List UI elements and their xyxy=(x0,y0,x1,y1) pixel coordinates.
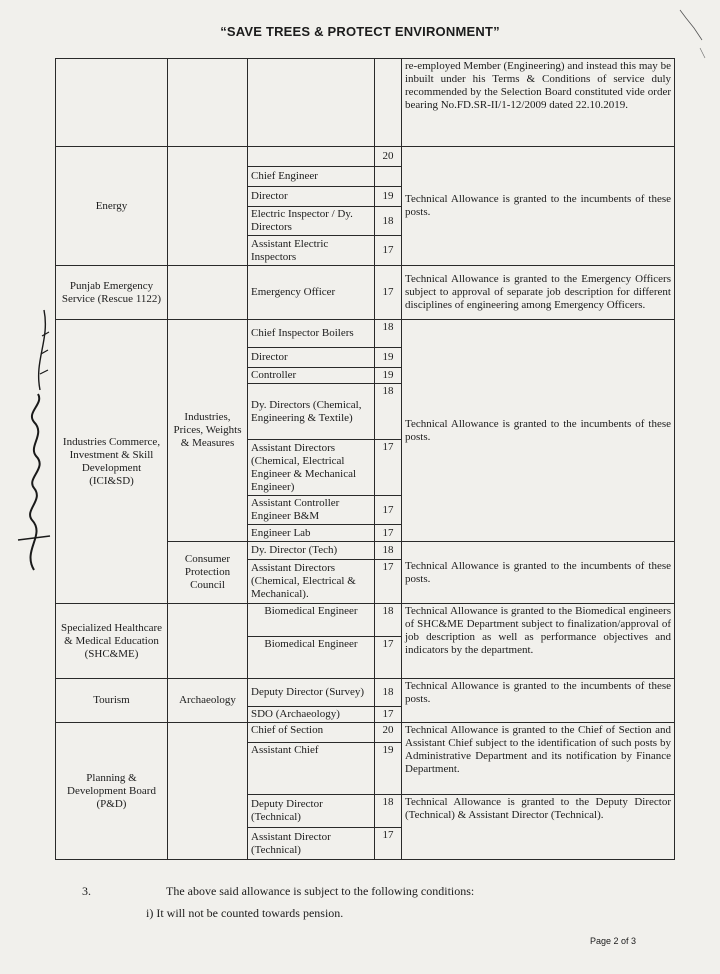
bps-cell: 17 xyxy=(375,496,402,525)
bps-cell: 18 xyxy=(375,207,402,236)
bps-cell: 19 xyxy=(375,348,402,368)
remark-cell: re-employed Member (Engineering) and instead this may be inbuilt under his Terms & Conditions of service duly recommended by the Selection Board constituted vide order bearing No.FD.SR-II/1-12/2009 dated 22.10.2019. xyxy=(402,59,675,147)
bps-cell: 20 xyxy=(375,723,402,743)
remark-cell: Technical Allowance is granted to the incumbents of these posts. xyxy=(402,320,675,542)
remark-cell: Technical Allowance is granted to the incumbents of these posts. xyxy=(402,542,675,604)
bps-cell: 17 xyxy=(375,525,402,542)
remark-cell: Technical Allowance is granted to the Deputy Director (Technical) & Assistant Director (Technical). xyxy=(402,795,675,860)
remark-cell: Technical Allowance is granted to the incumbents of these posts. xyxy=(402,147,675,266)
bps-cell: 17 xyxy=(375,440,402,496)
post-cell: Emergency Officer xyxy=(248,266,375,320)
bps-cell: 18 xyxy=(375,604,402,637)
post-cell: Chief of Section xyxy=(248,723,375,743)
post-cell: Assistant Chief xyxy=(248,743,375,795)
post-cell: Chief Engineer xyxy=(248,167,375,187)
bps-cell: 19 xyxy=(375,187,402,207)
post-cell: Assistant Electric Inspectors xyxy=(248,236,375,266)
dept-tourism: Tourism xyxy=(56,679,168,723)
bps-cell: 19 xyxy=(375,743,402,795)
post-cell: Biomedical Engineer xyxy=(248,604,375,637)
corner-pen-mark xyxy=(672,8,712,68)
bps-cell: 17 xyxy=(375,560,402,604)
condition-intro: The above said allowance is subject to the following conditions: xyxy=(166,884,475,898)
table-row xyxy=(56,320,675,348)
dept-energy: Energy xyxy=(56,147,168,266)
post-cell: Assistant Controller Engineer B&M xyxy=(248,496,375,525)
post-cell: Deputy Director (Technical) xyxy=(248,795,375,828)
bps-cell: 17 xyxy=(375,707,402,723)
post-cell: Biomedical Engineer xyxy=(248,637,375,679)
table-row xyxy=(56,59,675,147)
bps-cell: 18 xyxy=(375,795,402,828)
subdept-archaeology: Archaeology xyxy=(168,679,248,723)
page-slogan: “SAVE TREES & PROTECT ENVIRONMENT” xyxy=(220,24,500,39)
allowance-table xyxy=(55,58,675,860)
remark-cell: Technical Allowance is granted to the Biomedical engineers of SHC&ME Department subject to finalization/approval of job description as well as performance objectives and indicators by the department. xyxy=(402,604,675,679)
dept-shcme: Specialized Healthcare & Medical Education (SHC&ME) xyxy=(56,604,168,679)
condition-item: i) It will not be counted towards pension. xyxy=(146,906,344,920)
table-row xyxy=(56,147,675,167)
condition-number: 3. xyxy=(82,884,91,898)
post-cell: Director xyxy=(248,187,375,207)
post-cell: Engineer Lab xyxy=(248,525,375,542)
page-number: Page 2 of 3 xyxy=(590,936,637,946)
post-cell: Assistant Directors (Chemical, Electrical Engineer & Mechanical Engineer) xyxy=(248,440,375,496)
bps-cell: 20 xyxy=(375,147,402,167)
handwritten-signature xyxy=(4,300,64,580)
post-cell: Director xyxy=(248,348,375,368)
subdept-consumer-protection: Consumer Protection Council xyxy=(168,542,248,604)
post-cell: Electric Inspector / Dy. Directors xyxy=(248,207,375,236)
table-row xyxy=(56,679,675,707)
remark-cell: Technical Allowance is granted to the Chief of Section and Assistant Chief subject to the identification of such posts by Administrative Department and its notification by Finance Department. xyxy=(402,723,675,795)
bps-cell: 17 xyxy=(375,828,402,860)
table-row xyxy=(56,266,675,320)
remark-cell: Technical Allowance is granted to the Emergency Officers subject to approval of separate job description for different disciplines of engineering among Emergency Officers. xyxy=(402,266,675,320)
table-row xyxy=(56,604,675,637)
dept-icisd: Industries Commerce, Investment & Skill Development (ICI&SD) xyxy=(56,320,168,604)
subdept-industries: Industries, Prices, Weights & Measures xyxy=(168,320,248,542)
bps-cell: 17 xyxy=(375,266,402,320)
bps-cell: 17 xyxy=(375,637,402,679)
table-row xyxy=(56,723,675,743)
post-cell: Dy. Directors (Chemical, Engineering & Textile) xyxy=(248,384,375,440)
post-cell: Dy. Director (Tech) xyxy=(248,542,375,560)
condition-heading xyxy=(82,884,474,899)
post-cell: SDO (Archaeology) xyxy=(248,707,375,723)
post-cell: Assistant Directors (Chemical, Electrical & Mechanical). xyxy=(248,560,375,604)
post-cell: Controller xyxy=(248,368,375,384)
bps-cell: 18 xyxy=(375,679,402,707)
bps-cell: 19 xyxy=(375,368,402,384)
bps-cell: 18 xyxy=(375,320,402,348)
bps-cell: 18 xyxy=(375,542,402,560)
post-cell: Assistant Director (Technical) xyxy=(248,828,375,860)
bps-cell: 17 xyxy=(375,236,402,266)
post-cell: Chief Inspector Boilers xyxy=(248,320,375,348)
post-cell: Deputy Director (Survey) xyxy=(248,679,375,707)
dept-pnd: Planning & Development Board (P&D) xyxy=(56,723,168,860)
dept-rescue: Punjab Emergency Service (Rescue 1122) xyxy=(56,266,168,320)
bps-cell: 18 xyxy=(375,384,402,440)
remark-cell: Technical Allowance is granted to the incumbents of these posts. xyxy=(402,679,675,723)
